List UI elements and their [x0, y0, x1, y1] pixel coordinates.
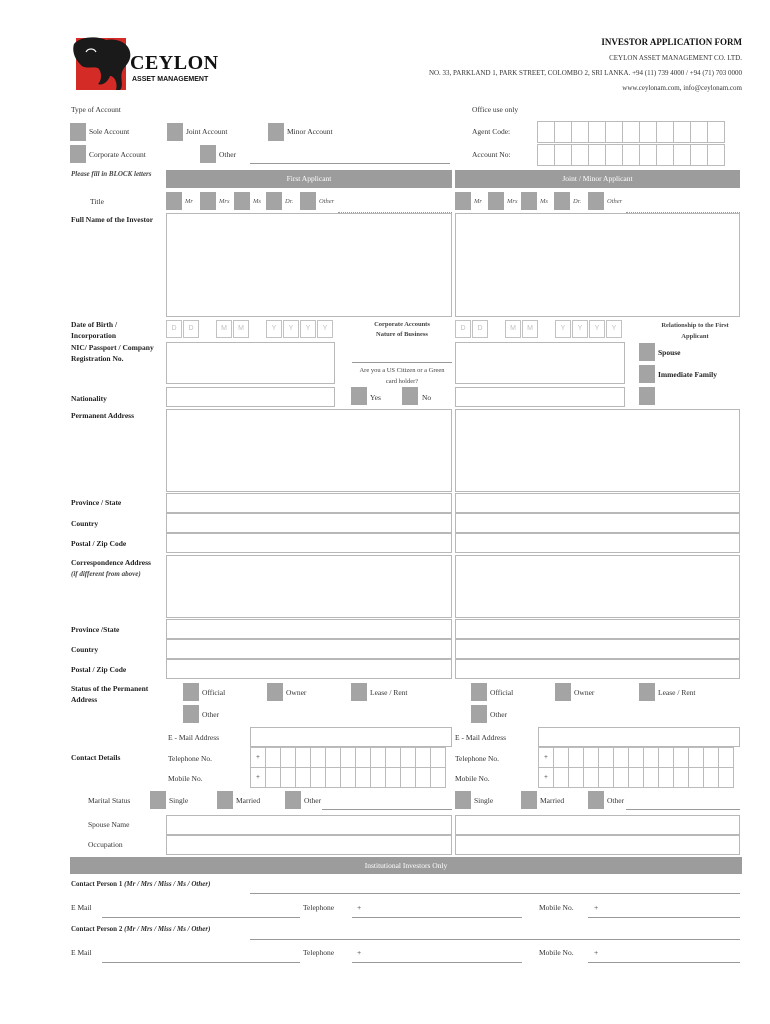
married-checkbox[interactable] — [217, 791, 233, 809]
joint-dob-y3[interactable]: Y — [589, 320, 605, 338]
joint-status-lease-checkbox[interactable] — [639, 683, 655, 701]
nature-business-label: Nature of Business — [376, 331, 428, 338]
joint-email-field[interactable] — [538, 727, 740, 747]
spouse-checkbox[interactable] — [639, 343, 655, 361]
dob-label: Date of Birth / Incorporation — [71, 320, 118, 340]
status-owner-label: Owner — [286, 688, 307, 697]
sole-account-checkbox[interactable] — [70, 123, 86, 141]
title-other-checkbox[interactable] — [300, 192, 316, 210]
status-owner-checkbox[interactable] — [267, 683, 283, 701]
joint-nationality-field[interactable] — [455, 387, 625, 407]
mobile2-line[interactable] — [588, 962, 740, 963]
mobile-cells[interactable] — [251, 767, 446, 788]
joint-title-mrs-checkbox[interactable] — [488, 192, 504, 210]
country2-field[interactable] — [166, 639, 452, 659]
joint-full-name-field[interactable] — [455, 213, 740, 317]
status-lease-label: Lease / Rent — [370, 688, 408, 697]
joint-dob-y4[interactable]: Y — [606, 320, 622, 338]
correspondence-field[interactable] — [166, 555, 452, 618]
minor-account-checkbox[interactable] — [268, 123, 284, 141]
title-label: Title — [90, 197, 104, 206]
title-mrs-label: Mrs — [219, 198, 230, 205]
joint-marital-other-checkbox[interactable] — [588, 791, 604, 809]
joint-title-dr-label: Dr. — [573, 198, 582, 205]
joint-applicant-bar: Joint / Minor Applicant — [455, 170, 740, 188]
correspondence-note: (if different from above) — [71, 570, 141, 578]
full-name-label: Full Name of the Investor — [71, 215, 154, 224]
joint-telephone-label: Telephone No. — [455, 754, 500, 763]
logo-subtext: ASSET MANAGEMENT — [132, 76, 209, 83]
telephone2-label: Telephone — [303, 948, 335, 957]
status-perm-label: Status of the Permanent Address — [71, 684, 149, 704]
joint-dob-d2[interactable]: D — [472, 320, 488, 338]
telephone-label: Telephone No. — [168, 754, 213, 763]
marital-label: Marital Status — [88, 796, 131, 805]
block-letters-note: Please fill in BLOCK letters — [71, 170, 152, 178]
joint-mobile-plus: + — [538, 767, 554, 788]
telephone2-line[interactable] — [352, 962, 522, 963]
email-field[interactable] — [250, 727, 452, 747]
email1-label: E Mail — [71, 903, 92, 912]
mobile-label: Mobile No. — [168, 774, 203, 783]
joint-email-label: E - Mail Address — [455, 733, 507, 742]
joint-single-checkbox[interactable] — [455, 791, 471, 809]
form-title: INVESTOR APPLICATION FORM — [601, 37, 742, 47]
company-web: www.ceylonam.com, info@ceylonam.com — [622, 84, 742, 92]
nationality-field[interactable] — [166, 387, 335, 407]
joint-dob-y2[interactable]: Y — [572, 320, 588, 338]
joint-title-mr-label: Mr — [474, 198, 482, 205]
joint-dob-m1[interactable]: M — [505, 320, 521, 338]
spouse-name-label: Spouse Name — [88, 820, 130, 829]
contact-person-2-label — [71, 925, 210, 933]
type-of-account-label: Type of Account — [71, 105, 121, 114]
province-label: Province / State — [71, 498, 122, 507]
other-account-label: Other — [219, 150, 237, 159]
title-mr-label: Mr — [185, 198, 193, 205]
dob-m2[interactable]: M — [233, 320, 249, 338]
status-other-label: Other — [202, 710, 220, 719]
email2-label: E Mail — [71, 948, 92, 957]
email1-line[interactable] — [102, 917, 300, 918]
joint-province-field[interactable] — [455, 493, 740, 513]
us-no-label: No — [422, 393, 432, 402]
country-label: Country — [71, 519, 99, 528]
joint-title-dr-checkbox[interactable] — [554, 192, 570, 210]
contact-person-1-line[interactable] — [250, 893, 740, 894]
single-label: Single — [169, 796, 189, 805]
agent-code-label: Agent Code: — [472, 127, 511, 136]
contact-details-label: Contact Details — [71, 753, 121, 762]
joint-nic-field[interactable] — [455, 342, 625, 384]
logo — [72, 36, 217, 92]
occupation-field[interactable] — [166, 835, 452, 855]
corporate-accounts-label: Corporate Accounts — [374, 321, 430, 328]
marital-other-line[interactable] — [322, 809, 452, 810]
contact-person-2-titles: (Mr / Mrs / Miss / Ms / Other) — [124, 925, 211, 933]
mobile1-label: Mobile No. — [539, 903, 574, 912]
joint-dob-m2[interactable]: M — [522, 320, 538, 338]
dob-y1[interactable]: Y — [266, 320, 282, 338]
contact-person-1-titles: (Mr / Mrs / Miss / Ms / Other) — [124, 880, 211, 888]
joint-marital-other-label: Other — [607, 796, 625, 805]
joint-title-other-label: Other — [607, 198, 623, 205]
mobile1-line[interactable] — [588, 917, 740, 918]
title-ms-checkbox[interactable] — [234, 192, 250, 210]
joint-title-ms-checkbox[interactable] — [521, 192, 537, 210]
married-label: Married — [236, 796, 261, 805]
status-official-checkbox[interactable] — [183, 683, 199, 701]
logo-text: CEYLON — [130, 52, 219, 74]
joint-nationality-checkbox[interactable] — [639, 387, 655, 405]
other-account-line[interactable] — [250, 163, 450, 164]
joint-married-label: Married — [540, 796, 565, 805]
joint-dob-d1[interactable]: D — [455, 320, 471, 338]
spouse-name-field[interactable] — [166, 815, 452, 835]
joint-status-lease-label: Lease / Rent — [658, 688, 696, 697]
joint-telephone-plus: + — [538, 747, 554, 768]
telephone-cells[interactable] — [251, 747, 446, 768]
joint-single-label: Single — [474, 796, 494, 805]
province-field[interactable] — [166, 493, 452, 513]
immediate-family-label: Immediate Family — [658, 370, 717, 379]
email-label: E - Mail Address — [168, 733, 220, 742]
title-ms-label: Ms — [253, 198, 261, 205]
account-no-label: Account No: — [472, 150, 511, 159]
joint-postal2-field[interactable] — [455, 659, 740, 679]
institutional-bar: Institutional Investors Only — [70, 857, 742, 874]
joint-status-owner-label: Owner — [574, 688, 595, 697]
dob-y2[interactable]: Y — [283, 320, 299, 338]
joint-status-official-label: Official — [490, 688, 514, 697]
joint-status-other-label: Other — [490, 710, 508, 719]
joint-title-mrs-label: Mrs — [507, 198, 518, 205]
joint-status-other-checkbox[interactable] — [471, 705, 487, 723]
mobile2-plus: + — [594, 948, 599, 957]
relationship-label: Relationship to the First Applicant — [661, 322, 729, 340]
joint-occupation-field[interactable] — [455, 835, 740, 855]
mobile1-plus: + — [594, 903, 599, 912]
joint-title-other-checkbox[interactable] — [588, 192, 604, 210]
correspondence-label: Correspondence Address — [71, 558, 151, 567]
telephone-plus: + — [250, 747, 266, 768]
joint-permanent-address-field[interactable] — [455, 409, 740, 492]
joint-marital-other-line[interactable] — [626, 809, 740, 810]
email2-line[interactable] — [102, 962, 300, 963]
corporate-account-label: Corporate Account — [89, 150, 146, 159]
postal-field[interactable] — [166, 533, 452, 553]
joint-mobile-label: Mobile No. — [455, 774, 490, 783]
nic-field[interactable] — [166, 342, 335, 384]
joint-province2-field[interactable] — [455, 619, 740, 639]
telephone1-line[interactable] — [352, 917, 522, 918]
immediate-family-checkbox[interactable] — [639, 365, 655, 383]
account-no-cells[interactable] — [538, 144, 725, 166]
joint-country2-field[interactable] — [455, 639, 740, 659]
contact-person-1-label — [71, 880, 210, 888]
mobile2-label: Mobile No. — [539, 948, 574, 957]
single-checkbox[interactable] — [150, 791, 166, 809]
contact-person-2-line[interactable] — [250, 939, 740, 940]
dob-d1[interactable]: D — [166, 320, 182, 338]
joint-correspondence-field[interactable] — [455, 555, 740, 618]
joint-spouse-name-field[interactable] — [455, 815, 740, 835]
joint-account-label: Joint Account — [186, 127, 228, 136]
joint-status-official-checkbox[interactable] — [471, 683, 487, 701]
joint-telephone-cells[interactable] — [539, 747, 734, 768]
other-account-checkbox[interactable] — [200, 145, 216, 163]
dob-m1[interactable]: M — [216, 320, 232, 338]
joint-title-mr-checkbox[interactable] — [455, 192, 471, 210]
nature-business-line[interactable] — [352, 362, 452, 363]
title-mrs-checkbox[interactable] — [200, 192, 216, 210]
joint-mobile-cells[interactable] — [539, 767, 734, 788]
nationality-label: Nationality — [71, 394, 107, 403]
joint-dob-y1[interactable]: Y — [555, 320, 571, 338]
agent-code-cells[interactable] — [538, 121, 725, 143]
title-other-label: Other — [319, 198, 335, 205]
dob-y4[interactable]: Y — [317, 320, 333, 338]
first-applicant-bar: First Applicant — [166, 170, 452, 188]
postal2-field[interactable] — [166, 659, 452, 679]
elephant-icon — [72, 36, 134, 92]
contact-person-2-text: Contact Person 2 — [71, 925, 123, 933]
marital-other-label: Other — [304, 796, 322, 805]
occupation-label: Occupation — [88, 840, 123, 849]
title-dr-checkbox[interactable] — [266, 192, 282, 210]
telephone1-plus: + — [357, 903, 362, 912]
telephone2-plus: + — [357, 948, 362, 957]
title-mr-checkbox[interactable] — [166, 192, 182, 210]
country-field[interactable] — [166, 513, 452, 533]
contact-person-1-text: Contact Person 1 — [71, 880, 123, 888]
us-citizen-label: Are you a US Citizen or a Green card holder? — [359, 367, 445, 385]
telephone1-label: Telephone — [303, 903, 335, 912]
province2-label: Province /State — [71, 625, 120, 634]
mobile-plus: + — [250, 767, 266, 788]
joint-postal-field[interactable] — [455, 533, 740, 553]
company-address: NO. 33, PARKLAND 1, PARK STREET, COLOMBO 2, SRI LANKA. +94 (11) 739 4000 / +94 (71) 703 0000 — [428, 69, 742, 77]
status-other-checkbox[interactable] — [183, 705, 199, 723]
marital-other-checkbox[interactable] — [285, 791, 301, 809]
sole-account-label: Sole Account — [89, 127, 130, 136]
dob-d2[interactable]: D — [183, 320, 199, 338]
dob-y3[interactable]: Y — [300, 320, 316, 338]
us-yes-checkbox[interactable] — [351, 387, 367, 405]
joint-married-checkbox[interactable] — [521, 791, 537, 809]
permanent-address-label: Permanent Address — [71, 411, 134, 420]
us-no-checkbox[interactable] — [402, 387, 418, 405]
postal-label: Postal / Zip Code — [71, 539, 127, 548]
joint-status-owner-checkbox[interactable] — [555, 683, 571, 701]
joint-country-field[interactable] — [455, 513, 740, 533]
spouse-label: Spouse — [658, 348, 681, 357]
corporate-account-checkbox[interactable] — [70, 145, 86, 163]
company-name: CEYLON ASSET MANAGEMENT CO. LTD. — [609, 54, 742, 62]
postal2-label: Postal / Zip Code — [71, 665, 127, 674]
joint-title-ms-label: Ms — [540, 198, 548, 205]
title-dr-label: Dr. — [285, 198, 294, 205]
country2-label: Country — [71, 645, 99, 654]
province2-field[interactable] — [166, 619, 452, 639]
us-yes-label: Yes — [370, 393, 381, 402]
status-official-label: Official — [202, 688, 226, 697]
office-use-label: Office use only — [472, 105, 519, 114]
minor-account-label: Minor Account — [287, 127, 333, 136]
nic-label: NIC/ Passport / Company Registration No. — [71, 343, 154, 363]
full-name-field[interactable] — [166, 213, 452, 317]
joint-account-checkbox[interactable] — [167, 123, 183, 141]
permanent-address-field[interactable] — [166, 409, 452, 492]
status-lease-checkbox[interactable] — [351, 683, 367, 701]
